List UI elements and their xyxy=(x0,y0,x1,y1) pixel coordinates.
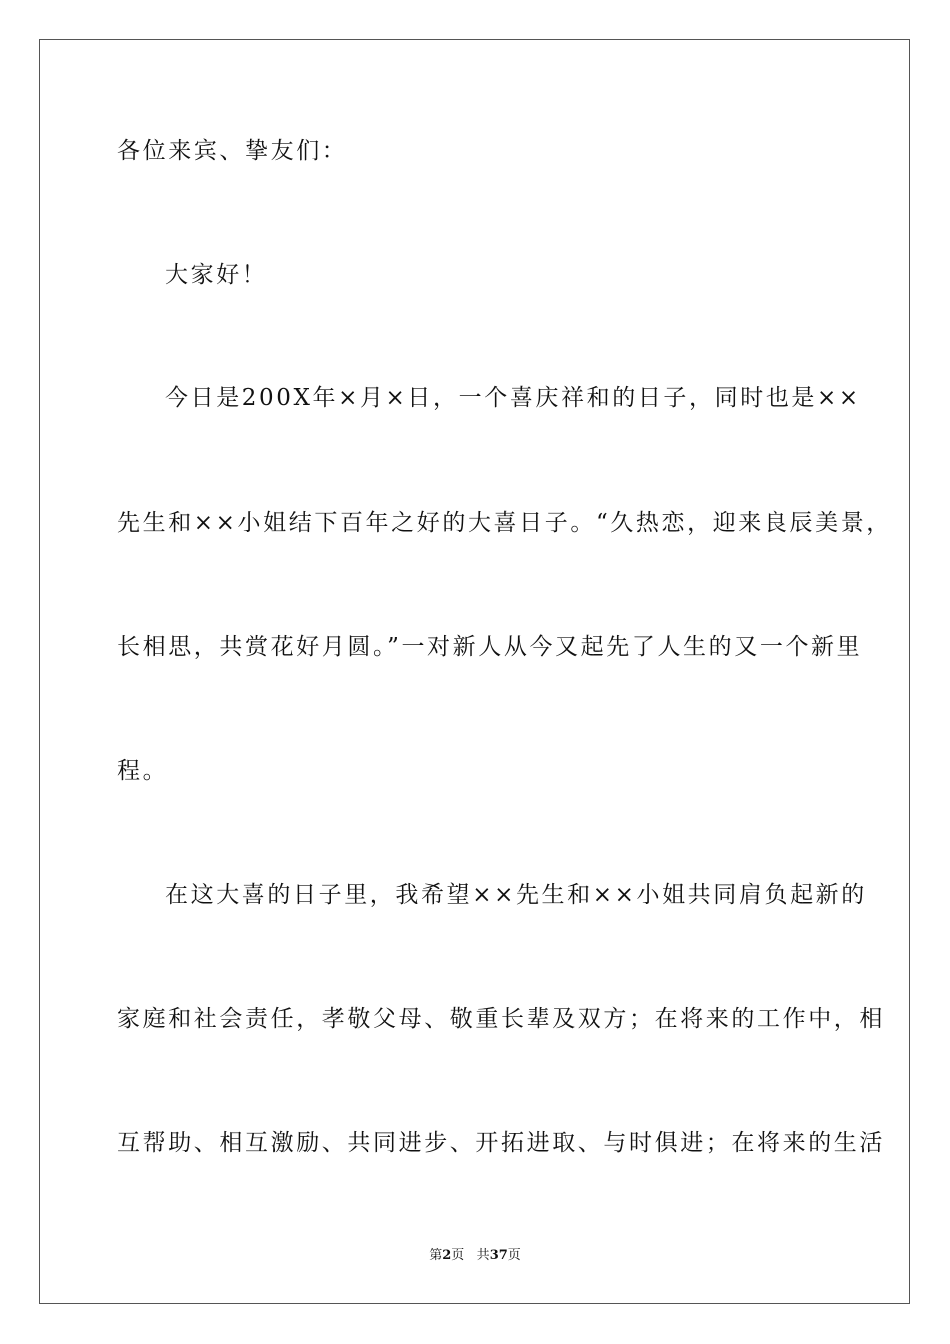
page-footer xyxy=(0,1247,950,1265)
paragraph-line: 长相思，共赏花好月圆。”一对新人从今又起先了人生的又一个新里 xyxy=(117,634,863,660)
page-prefix: 第 xyxy=(429,1248,443,1263)
total-suffix: 页 xyxy=(507,1248,521,1263)
total-prefix: 共 xyxy=(476,1248,490,1263)
paragraph-line: 程。 xyxy=(117,758,169,784)
paragraph-line: 在这大喜的日子里，我希望××先生和××小姐共同肩负起新的 xyxy=(165,882,867,908)
page-suffix: 页 xyxy=(451,1248,465,1263)
paragraph-line: 互帮助、相互激励、共同进步、开拓进取、与时俱进；在将来的生活 xyxy=(117,1130,885,1156)
page-frame xyxy=(39,39,910,1304)
greeting-line: 大家好！ xyxy=(165,262,268,288)
total-pages: 37 xyxy=(489,1248,508,1263)
paragraph-line: 先生和××小姐结下百年之好的大喜日子。“久热恋，迎来良辰美景， xyxy=(117,510,892,536)
salutation-line: 各位来宾、挚友们： xyxy=(117,138,348,164)
paragraph-line: 家庭和社会责任，孝敬父母、敬重长辈及双方；在将来的工作中，相 xyxy=(117,1006,885,1032)
page-number: 2 xyxy=(442,1248,452,1263)
paragraph-line: 今日是200X年×月×日，一个喜庆祥和的日子，同时也是×× xyxy=(165,385,861,411)
